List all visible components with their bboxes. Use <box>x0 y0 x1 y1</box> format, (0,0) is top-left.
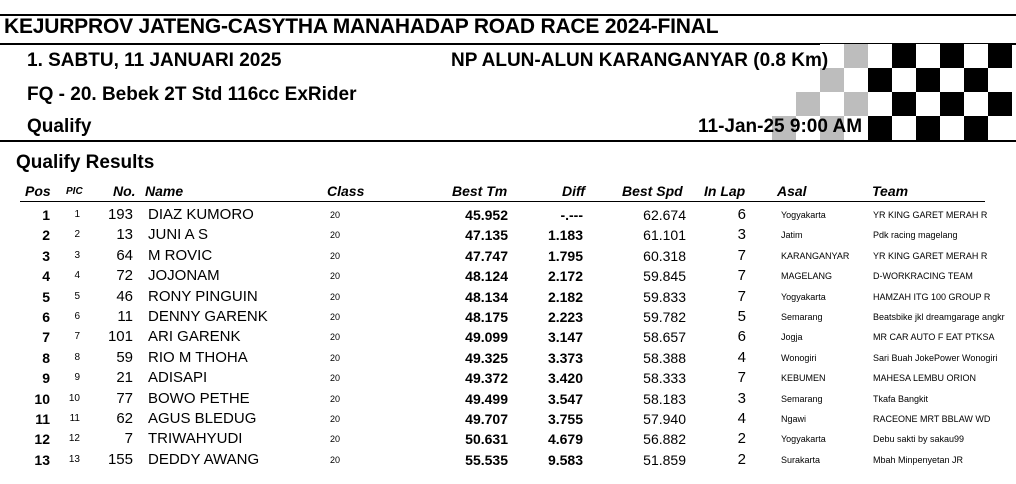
cell-best-speed: 61.101 <box>643 227 686 244</box>
cell-position: 3 <box>42 247 50 264</box>
cell-best-time: 47.747 <box>465 247 508 264</box>
cell-rider-name: TRIWAHYUDI <box>148 430 243 448</box>
cell-start-number: 101 <box>107 328 133 346</box>
table-row <box>0 348 1016 368</box>
cell-class: 20 <box>330 414 341 424</box>
flag-square <box>892 44 916 68</box>
cell-start-number: 13 <box>116 226 133 244</box>
cell-origin: Ngawi <box>781 414 807 424</box>
cell-in-lap: 7 <box>737 287 746 305</box>
cell-origin: Semarang <box>781 312 823 322</box>
cell-pic: 6 <box>74 311 80 322</box>
cell-rider-name: M ROVIC <box>148 246 213 264</box>
table-row <box>0 225 1016 245</box>
cell-best-speed: 59.833 <box>643 288 686 305</box>
flag-square <box>940 116 964 140</box>
flag-square <box>892 68 916 92</box>
cell-origin: KARANGANYAR <box>781 250 850 261</box>
cell-rider-name: JUNI A S <box>148 226 209 244</box>
flag-square <box>772 92 796 116</box>
cell-pic: 13 <box>68 453 80 465</box>
cell-best-time: 49.325 <box>465 349 508 366</box>
cell-start-number: 77 <box>116 389 133 407</box>
cell-team: Mbah Minpenyetan JR <box>873 454 964 465</box>
flag-square <box>940 44 964 68</box>
event-venue: NP ALUN-ALUN KARANGANYAR (0.8 Km) <box>451 50 829 71</box>
cell-rider-name: DIAZ KUMORO <box>148 206 254 223</box>
cell-class: 20 <box>330 332 341 343</box>
table-row <box>0 409 1016 429</box>
col-name: Name <box>145 183 184 199</box>
cell-class: 20 <box>330 373 341 384</box>
cell-class: 20 <box>330 393 341 404</box>
cell-best-time: 50.631 <box>465 431 508 448</box>
flag-square <box>892 116 916 140</box>
cell-team: HAMZAH ITG 100 GROUP R <box>873 291 991 302</box>
cell-rider-name: JOJONAM <box>148 267 220 285</box>
cell-best-time: 48.124 <box>465 268 508 285</box>
cell-rider-name: RIO M THOHA <box>148 348 248 366</box>
cell-best-speed: 59.782 <box>643 309 686 325</box>
cell-best-time: 49.099 <box>465 329 508 346</box>
flag-square <box>820 92 844 116</box>
cell-in-lap: 7 <box>737 246 746 264</box>
cell-start-number: 21 <box>116 369 133 387</box>
flag-square <box>988 92 1012 116</box>
cell-in-lap: 2 <box>737 430 746 448</box>
flag-square <box>844 68 868 92</box>
race-class: FQ - 20. Bebek 2T Std 116cc ExRider <box>27 84 357 105</box>
col-in-lap: In Lap <box>704 183 746 199</box>
header-underline <box>20 201 985 202</box>
col-pic: PIC <box>66 186 83 197</box>
flag-square <box>892 92 916 116</box>
cell-pic: 4 <box>74 270 80 282</box>
table-row <box>0 429 1016 449</box>
cell-team: Beatsbike jkl dreamgarage angkr <box>873 312 1005 322</box>
cell-position: 4 <box>42 268 50 285</box>
cell-best-time: 48.175 <box>465 309 508 325</box>
table-row <box>0 327 1016 347</box>
cell-team: Tkafa Bangkit <box>873 393 929 404</box>
flag-square <box>988 68 1012 92</box>
cell-class: 20 <box>330 312 341 322</box>
cell-best-time: 48.134 <box>465 288 508 305</box>
cell-in-lap: 7 <box>737 267 746 285</box>
cell-start-number: 46 <box>116 287 133 305</box>
cell-best-speed: 58.333 <box>643 370 686 387</box>
cell-diff: 2.223 <box>547 309 583 325</box>
cell-team: MAHESA LEMBU ORION <box>873 373 977 384</box>
flag-square <box>916 68 940 92</box>
cell-in-lap: 6 <box>737 206 746 223</box>
cell-pic: 5 <box>74 290 80 302</box>
cell-team: RACEONE MRT BBLAW WD <box>873 414 991 424</box>
table-row <box>0 205 1016 225</box>
cell-position: 1 <box>42 207 50 223</box>
cell-best-speed: 58.388 <box>643 349 686 366</box>
flag-square <box>868 68 892 92</box>
cell-origin: Yogyakarta <box>781 434 826 445</box>
cell-rider-name: DEDDY AWANG <box>148 450 260 468</box>
cell-position: 5 <box>42 288 50 305</box>
cell-origin: Wonogiri <box>781 352 817 363</box>
cell-in-lap: 5 <box>737 308 746 325</box>
cell-class: 20 <box>330 352 341 363</box>
cell-pic: 1 <box>74 209 80 220</box>
cell-position: 13 <box>34 451 50 468</box>
cell-start-number: 72 <box>116 267 133 285</box>
cell-in-lap: 7 <box>737 369 746 387</box>
header-divider <box>0 140 1016 142</box>
cell-rider-name: AGUS BLEDUG <box>148 410 257 427</box>
cell-best-time: 49.372 <box>465 370 508 387</box>
col-team: Team <box>872 183 909 199</box>
col-no: No. <box>113 183 136 199</box>
flag-square <box>964 92 988 116</box>
flag-square <box>844 44 868 68</box>
cell-diff: 3.373 <box>547 349 583 366</box>
cell-best-speed: 62.674 <box>643 207 686 223</box>
cell-diff: 2.172 <box>547 268 583 285</box>
cell-start-number: 193 <box>107 206 133 223</box>
cell-diff: 3.420 <box>547 370 583 387</box>
cell-position: 7 <box>42 329 50 346</box>
cell-start-number: 59 <box>116 348 133 366</box>
cell-rider-name: ARI GARENK <box>148 328 241 346</box>
flag-square <box>844 92 868 116</box>
cell-position: 8 <box>42 349 50 366</box>
cell-diff: 9.583 <box>547 451 583 468</box>
cell-class: 20 <box>330 271 341 282</box>
cell-in-lap: 2 <box>737 450 746 468</box>
cell-best-time: 47.135 <box>465 227 508 244</box>
cell-team: YR KING GARET MERAH R <box>873 250 988 261</box>
cell-start-number: 155 <box>107 450 133 468</box>
cell-class: 20 <box>330 230 341 241</box>
cell-diff: 3.755 <box>547 411 583 427</box>
table-row <box>0 368 1016 388</box>
cell-origin: Jatim <box>781 230 803 241</box>
cell-in-lap: 3 <box>737 226 746 244</box>
table-row <box>0 287 1016 307</box>
cell-pic: 8 <box>74 351 80 363</box>
cell-position: 6 <box>42 309 50 325</box>
cell-best-speed: 60.318 <box>643 247 686 264</box>
section-title: Qualify Results <box>16 152 155 173</box>
cell-pic: 2 <box>74 229 80 241</box>
flag-square <box>868 44 892 68</box>
cell-diff: 1.795 <box>547 247 583 264</box>
cell-position: 10 <box>34 390 50 407</box>
cell-start-number: 7 <box>124 430 133 448</box>
table-row <box>0 266 1016 286</box>
flag-square <box>964 44 988 68</box>
cell-rider-name: BOWO PETHE <box>148 389 250 407</box>
flag-square <box>964 68 988 92</box>
flag-square <box>916 92 940 116</box>
flag-square <box>916 44 940 68</box>
flag-square <box>964 116 988 140</box>
cell-best-time: 45.952 <box>465 207 508 223</box>
cell-best-speed: 58.657 <box>643 329 686 346</box>
event-date: 1. SABTU, 11 JANUARI 2025 <box>27 50 282 71</box>
col-best-spd: Best Spd <box>622 183 683 199</box>
cell-best-speed: 58.183 <box>643 390 686 407</box>
col-pos: Pos <box>25 183 51 199</box>
flag-square <box>916 116 940 140</box>
cell-origin: KEBUMEN <box>781 373 826 384</box>
session-name: Qualify <box>27 116 92 137</box>
cell-pic: 9 <box>74 372 80 384</box>
cell-in-lap: 6 <box>737 328 746 346</box>
flag-square <box>868 92 892 116</box>
cell-best-speed: 51.859 <box>643 451 686 468</box>
cell-in-lap: 3 <box>737 389 746 407</box>
table-row <box>0 450 1016 470</box>
cell-origin: Semarang <box>781 393 823 404</box>
cell-start-number: 11 <box>117 308 133 325</box>
flag-square <box>940 68 964 92</box>
cell-origin: MAGELANG <box>781 271 833 282</box>
cell-position: 12 <box>34 431 50 448</box>
cell-pic: 11 <box>69 413 80 424</box>
table-row <box>0 389 1016 409</box>
cell-origin: Surakarta <box>781 454 821 465</box>
cell-team: Pdk racing magelang <box>873 230 958 241</box>
flag-square <box>940 92 964 116</box>
cell-team: MR CAR AUTO F EAT PTKSA <box>873 332 995 343</box>
cell-class: 20 <box>330 454 341 465</box>
cell-pic: 7 <box>74 331 80 343</box>
cell-origin: Yogyakarta <box>781 210 826 220</box>
cell-diff: 3.147 <box>547 329 583 346</box>
col-class: Class <box>327 183 365 199</box>
cell-rider-name: DENNY GARENK <box>148 308 268 325</box>
cell-position: 2 <box>42 227 50 244</box>
cell-class: 20 <box>330 434 341 445</box>
cell-diff: 1.183 <box>547 227 583 244</box>
cell-in-lap: 4 <box>737 410 746 427</box>
cell-class: 20 <box>330 291 341 302</box>
cell-best-speed: 59.845 <box>643 268 686 285</box>
cell-best-time: 55.535 <box>465 451 508 468</box>
flag-square <box>868 116 892 140</box>
cell-pic: 3 <box>74 249 80 261</box>
cell-team: Sari Buah JokePower Wonogiri <box>873 352 998 363</box>
cell-origin: Yogyakarta <box>781 291 826 302</box>
cell-best-time: 49.707 <box>465 411 508 427</box>
cell-pic: 10 <box>68 392 80 404</box>
event-title: KEJURPROV JATENG-CASYTHA MANAHADAP ROAD RACE 2024-FINAL <box>4 15 719 38</box>
cell-in-lap: 4 <box>737 348 746 366</box>
cell-origin: Jogja <box>781 332 803 343</box>
cell-class: 20 <box>330 210 341 220</box>
cell-diff: 2.182 <box>547 288 583 305</box>
flag-square <box>988 116 1012 140</box>
cell-team: D-WORKRACING TEAM <box>873 271 973 282</box>
cell-start-number: 62 <box>116 410 133 427</box>
flag-square <box>988 44 1012 68</box>
table-row <box>0 246 1016 266</box>
cell-team: Debu sakti by sakau99 <box>873 434 965 445</box>
col-best-tm: Best Tm <box>452 183 508 199</box>
cell-start-number: 64 <box>116 246 133 264</box>
table-row <box>0 307 1016 327</box>
cell-position: 9 <box>42 370 50 387</box>
cell-diff: 3.547 <box>547 390 583 407</box>
cell-best-speed: 56.882 <box>643 431 686 448</box>
cell-rider-name: ADISAPI <box>148 369 208 387</box>
cell-rider-name: RONY PINGUIN <box>148 287 258 305</box>
cell-best-time: 49.499 <box>465 390 508 407</box>
flag-square <box>796 92 820 116</box>
cell-diff: -.--- <box>560 207 583 223</box>
cell-best-speed: 57.940 <box>643 411 686 427</box>
session-datetime: 11-Jan-25 9:00 AM <box>698 116 863 137</box>
cell-pic: 12 <box>68 433 80 445</box>
col-asal: Asal <box>777 183 807 199</box>
cell-team: YR KING GARET MERAH R <box>873 210 988 220</box>
col-diff: Diff <box>562 183 586 199</box>
cell-class: 20 <box>330 250 341 261</box>
cell-position: 11 <box>35 411 50 427</box>
cell-diff: 4.679 <box>547 431 583 448</box>
